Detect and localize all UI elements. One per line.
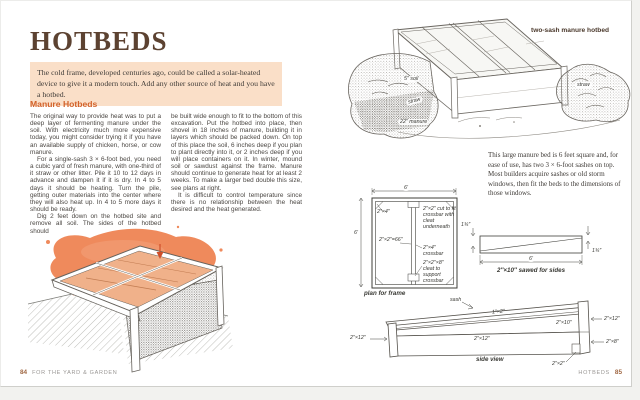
- soil-label: 5″ soil: [404, 76, 419, 82]
- plan-right-label-2: 2″×4″ crossbar: [423, 245, 444, 257]
- running-title: HOTBEDS: [578, 370, 610, 376]
- board-caption: 2″×10″ sawed for sides: [497, 267, 566, 274]
- single-sash-hotbed-illustration: [28, 224, 233, 366]
- illustration-caption: This large manure bed is 6 feet square and, for ease of use, has two 3 × 6-foot sashes on top. Most builders acquire sashes or old storm windows, then fit the beds to the dimensions of those windows.: [488, 151, 621, 198]
- right-lower-label: 2″×8″: [606, 339, 619, 345]
- page-title: HOTBEDS: [30, 26, 168, 56]
- plan-center-bar-label: 2″×2″=66″: [379, 237, 403, 243]
- body-label: 2″×12″: [474, 336, 490, 342]
- board-left-dim: 1¾″: [461, 222, 471, 228]
- corner-cleat-label: 2″×2″: [552, 361, 565, 367]
- body-column-1: [30, 113, 161, 235]
- paragraph: Dig 2 feet down on the hotbed site and remove all soil. The sides of the hotbed should: [30, 213, 161, 235]
- top-board-label: 2″×10″: [556, 320, 572, 326]
- body-columns: [30, 113, 302, 235]
- manure-label: 22″ manure: [400, 119, 428, 125]
- illustration-title: two-sash manure hotbed: [531, 27, 610, 34]
- section-heading: Manure Hotbeds: [30, 99, 98, 109]
- footer-left: [20, 369, 117, 376]
- straw-mound: [556, 64, 629, 122]
- sash-label: sash: [450, 297, 462, 303]
- paragraph: For a single-sash 3 × 6-foot bed, you need a cubic yard of fresh manure, with one-third of it straw or other litter. Pile it 10 to 12 days in advance and dampen it if it is dry. In 4 to 5 days it should be heating. Turn the pile, getting outer materials into the center where they will also heat up. In 4 to 5 more days it should be ready.: [30, 155, 161, 214]
- running-title: FOR THE YARD & GARDEN: [32, 370, 118, 376]
- straw-label-left: straw: [407, 96, 422, 106]
- plan-right-label-1: 2″×2″ cut to fit crossbar with cleat underneath: [423, 206, 456, 230]
- right-wall-label: 2″×12″: [604, 316, 620, 322]
- footer-right: [578, 369, 622, 376]
- corner-post: [130, 307, 140, 372]
- left-wall-label: 2″×12″: [350, 335, 366, 341]
- plan-height-dim: 6′: [354, 230, 358, 236]
- plan-right-label-3: 2″×2″×8″ cleat to support crossbar: [423, 260, 444, 284]
- strip-label: 1″×2″: [491, 308, 505, 316]
- board-diagram: [460, 222, 612, 272]
- paragraph: The original way to provide heat was to put a deep layer of fermenting manure under the soil. With electricity much more expensive today, you might consider trying it if you have an available supply of chicken, horse, or cow manure.: [30, 113, 161, 156]
- side-view-caption: side view: [476, 356, 504, 363]
- plan-corner-label: 2″×4″: [377, 209, 390, 215]
- board-right-dim: 1¾″: [592, 248, 602, 254]
- intro-callout: The cold frame, developed centuries ago, could be called a solar-heated device to give it a modern touch. Add any other source of heat and you have a hotbed.: [30, 62, 282, 106]
- page-number: 84: [20, 369, 28, 376]
- plan-caption: plan for frame: [364, 290, 406, 297]
- paragraph: be built wide enough to fit to the bottom of this excavation. Put the hotbed into place, then shovel in 18 inches of manure, building it in layers which should be packed down. On top of this place the soil, 6 inches deep if you plan to plant directly into it, or 2 inches deep if you will place containers on it. In winter, mound soil or sawdust against the frame. Manure should continue to generate heat for at least 2 weeks. To make a larger bed double this size, see plans at right.: [171, 113, 302, 192]
- body-column-2: [171, 113, 302, 235]
- paragraph: It is difficult to control temperature since there is no relationship between the heat desired and the heat generated.: [171, 191, 302, 214]
- page-number: 85: [614, 369, 622, 376]
- straw-label-right: straw: [577, 82, 590, 88]
- plan-width-dim: 6′: [404, 185, 408, 191]
- board-length-dim: 6′: [529, 256, 533, 262]
